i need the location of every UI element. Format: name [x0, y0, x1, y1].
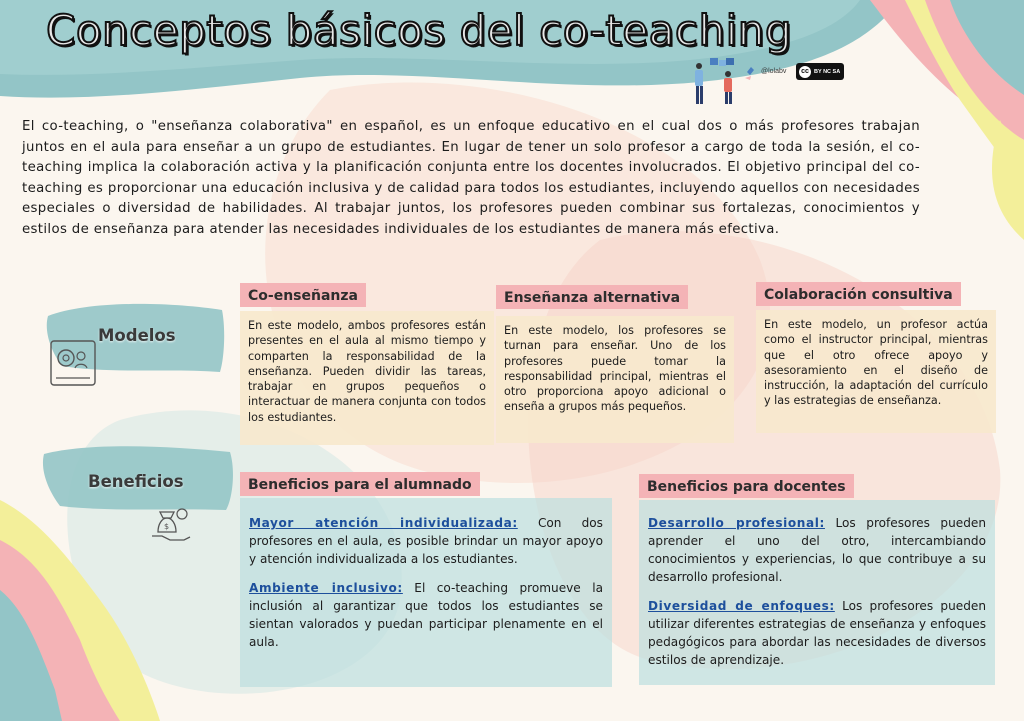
svg-text:$: $	[164, 522, 170, 531]
benefit-item	[648, 597, 986, 669]
benefit-item	[648, 514, 986, 586]
model-card-ensenanza-alternativa	[496, 285, 734, 443]
panel-body	[639, 500, 995, 685]
benefit-text: Los profesores pueden aprender el uno del otro, intercambiando conocimientos y experiencias, lo que contribuye a su desarrollo profesional.	[648, 516, 987, 584]
benefit-item	[249, 579, 603, 651]
teamwork-illustration	[690, 56, 760, 108]
creative-commons-badge	[796, 63, 844, 80]
cc-icon: cc	[799, 66, 811, 78]
card-text: En este modelo, ambos profesores están presentes en el aula al mismo tiempo y comparten la responsabilidad de la enseñanza. Pueden dividir las tareas, trabajar en grupos pequeños o interactuar de manera conjunta con todos los estudiantes.	[240, 311, 494, 445]
author-handle: @lolabv	[761, 68, 787, 75]
model-card-coensenanza	[240, 283, 494, 445]
benefit-term: Ambiente inclusivo:	[249, 581, 403, 595]
benefits-students-panel	[240, 472, 612, 687]
intro-paragraph: El co-teaching, o "enseñanza colaborativa" en español, es un enfoque educativo en el cual dos o más profesores trabajan juntos en el aula para enseñar a un grupo de estudiantes. En lugar de tener un solo profesor a cargo de toda la sesión, el co-teaching implica la colaboración activa y la planificación conjunta entre los docentes involucrados. El objetivo principal del co-teaching es proporcionar una educación inclusiva y de calidad para todos los estudiantes, incluyendo aquellos con necesidades especiales o diversidad de habilidades. Al trabajar juntos, los profesores pueden combinar sus fortalezas, conocimientos y estilos de enseñanza para atender las necesidades individuales de los estudiantes de manera más efectiva.	[22, 119, 920, 237]
card-title: Co-enseñanza	[240, 283, 366, 307]
benefit-item	[249, 514, 603, 568]
card-title: Colaboración consultiva	[756, 282, 961, 306]
panel-title: Beneficios para el alumnado	[240, 472, 480, 496]
benefit-text: El co-teaching promueve la inclusión al garantizar que todos los estudiantes se sientan valorados y puedan participar plenamente en el aula.	[249, 581, 603, 649]
section-label-modelos: Modelos	[98, 326, 176, 345]
benefit-text: Con dos profesores en el aula, es posible brindar un mayor apoyo y atención individualizada a los estudiantes.	[249, 516, 603, 566]
benefit-term: Desarrollo profesional:	[648, 516, 825, 530]
benefits-icon	[148, 500, 194, 546]
card-title: Enseñanza alternativa	[496, 285, 688, 309]
card-text: En este modelo, un profesor actúa como el instructor principal, mientras que el otro ofrece apoyo y asesoramiento en el diseño de instrucción, la adaptación del currículo y las estrategias de enseñanza.	[756, 310, 996, 433]
model-card-colaboracion-consultiva	[756, 282, 996, 433]
card-text: En este modelo, los profesores se turnan para enseñar. Uno de los profesores puede tomar la responsabilidad principal, mientras el otro proporciona apoyo adicional o enseña a grupos más pequeños.	[496, 316, 734, 443]
models-icon	[48, 338, 98, 388]
benefit-text: Los profesores pueden utilizar diferentes estrategias de enseñanza y enfoques pedagógicos para abordar las necesidades de diversos estilos de aprendizaje.	[648, 599, 986, 667]
benefit-term: Mayor atención individualizada:	[249, 516, 518, 530]
license-text: BY NC SA	[814, 68, 841, 75]
panel-title: Beneficios para docentes	[639, 474, 854, 498]
page-title: Conceptos básicos del co-teaching	[46, 6, 793, 55]
section-label-beneficios: Beneficios	[88, 472, 184, 491]
benefits-teachers-panel	[639, 474, 995, 685]
panel-body	[240, 498, 612, 687]
benefit-term: Diversidad de enfoques:	[648, 599, 835, 613]
